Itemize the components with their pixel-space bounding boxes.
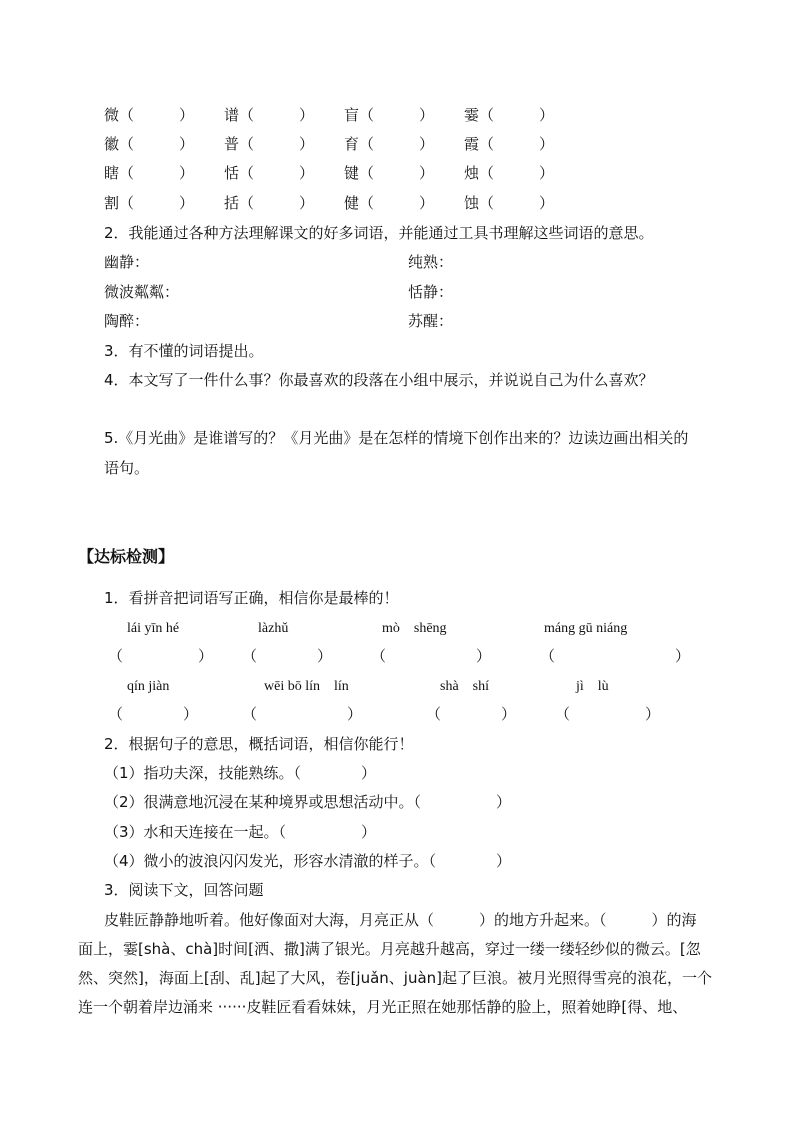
grid-cell: 瞎（ ） (104, 164, 195, 182)
section-title: 【达标检测】 (78, 547, 175, 566)
vocab-item: 微波粼粼： (104, 283, 180, 301)
test-question-3: 3．阅读下文，回答问题 (104, 881, 264, 899)
passage-line: 面上，霎[shà、chà]时间[洒、撒]满了银光。月亮越升越高，穿过一缕一缕轻纱似的微云。[忽 (78, 940, 701, 958)
grid-cell: 普（ ） (224, 135, 315, 153)
grid-cell: 恬（ ） (224, 164, 315, 182)
pinyin-prompt: mò shēng (382, 621, 447, 636)
grid-cell: 徽（ ） (104, 135, 195, 153)
question-5: 5.《月光曲》是谁谱写的？《月光曲》是在怎样的情境下创作出来的？边读边画出相关的 (104, 429, 689, 447)
grid-cell: 盲（ ） (344, 106, 435, 124)
answer-blank[interactable]: （ ） (540, 647, 691, 665)
definition-item: （4）微小的波浪闪闪发光，形容水清澈的样子。（ ） (104, 852, 512, 870)
grid-cell: 谱（ ） (224, 106, 315, 124)
answer-blank[interactable]: （ ） (371, 647, 492, 665)
grid-cell: 健（ ） (344, 194, 435, 212)
test-question-2: 2．根据句子的意思，概括词语，相信你能行！ (104, 735, 414, 753)
definition-item: （1）指功夫深，技能熟练。（ ） (104, 764, 377, 782)
passage-line: 皮鞋匠静静地听着。他好像面对大海，月亮正从（ ）的地方升起来。（ ）的海 (104, 911, 697, 929)
grid-cell: 括（ ） (224, 194, 315, 212)
pinyin-prompt: shà shí (440, 679, 489, 694)
vocab-item: 苏醒： (408, 312, 454, 330)
question-2: 2．我能通过各种方法理解课文的好多词语，并能通过工具书理解这些词语的意思。 (104, 224, 654, 242)
definition-item: （3）水和天连接在一起。（ ） (104, 823, 377, 841)
pinyin-prompt: qín jiàn (127, 679, 170, 694)
pinyin-prompt: jì lù (576, 679, 609, 694)
pinyin-prompt: làzhǔ (258, 621, 289, 636)
question-4: 4．本文写了一件什么事？你最喜欢的段落在小组中展示，并说说自己为什么喜欢？ (104, 371, 654, 389)
pinyin-prompt: lái yīn hé (127, 621, 180, 636)
question-5-continued: 语句。 (104, 459, 150, 477)
vocab-item: 纯熟： (408, 253, 454, 271)
grid-cell: 微（ ） (104, 106, 195, 124)
passage-line: 连一个朝着岸边涌来 ······皮鞋匠看看妹妹，月光正照在她那恬静的脸上，照着她睁[得、地、 (78, 998, 688, 1016)
pinyin-prompt: máng gū niáng (544, 621, 628, 636)
vocab-item: 恬静： (408, 283, 454, 301)
answer-blank[interactable]: （ ） (555, 705, 661, 723)
grid-cell: 蚀（ ） (464, 194, 555, 212)
grid-cell: 键（ ） (344, 164, 435, 182)
answer-blank[interactable]: （ ） (108, 647, 214, 665)
vocab-item: 陶醉： (104, 312, 150, 330)
question-3: 3．有不懂的词语提出。 (104, 342, 264, 360)
passage-line: 然、突然]，海面上[刮、乱]起了大风，卷[juǎn、juàn]起了巨浪。被月光照得雪亮的浪花，一个 (78, 969, 713, 987)
grid-cell: 育（ ） (344, 135, 435, 153)
vocab-item: 幽静： (104, 253, 150, 271)
grid-cell: 烛（ ） (464, 164, 555, 182)
test-question-1: 1．看拼音把词语写正确，相信你是最棒的！ (104, 589, 399, 607)
answer-blank[interactable]: （ ） (426, 705, 517, 723)
grid-cell: 霎（ ） (464, 106, 555, 124)
grid-cell: 霞（ ） (464, 135, 555, 153)
answer-blank[interactable]: （ ） (242, 647, 333, 665)
definition-item: （2）很满意地沉浸在某种境界或思想活动中。（ ） (104, 793, 512, 811)
pinyin-prompt: wēi bō lín lín (264, 679, 349, 694)
answer-blank[interactable]: （ ） (242, 705, 363, 723)
answer-blank[interactable]: （ ） (108, 705, 199, 723)
grid-cell: 割（ ） (104, 194, 195, 212)
